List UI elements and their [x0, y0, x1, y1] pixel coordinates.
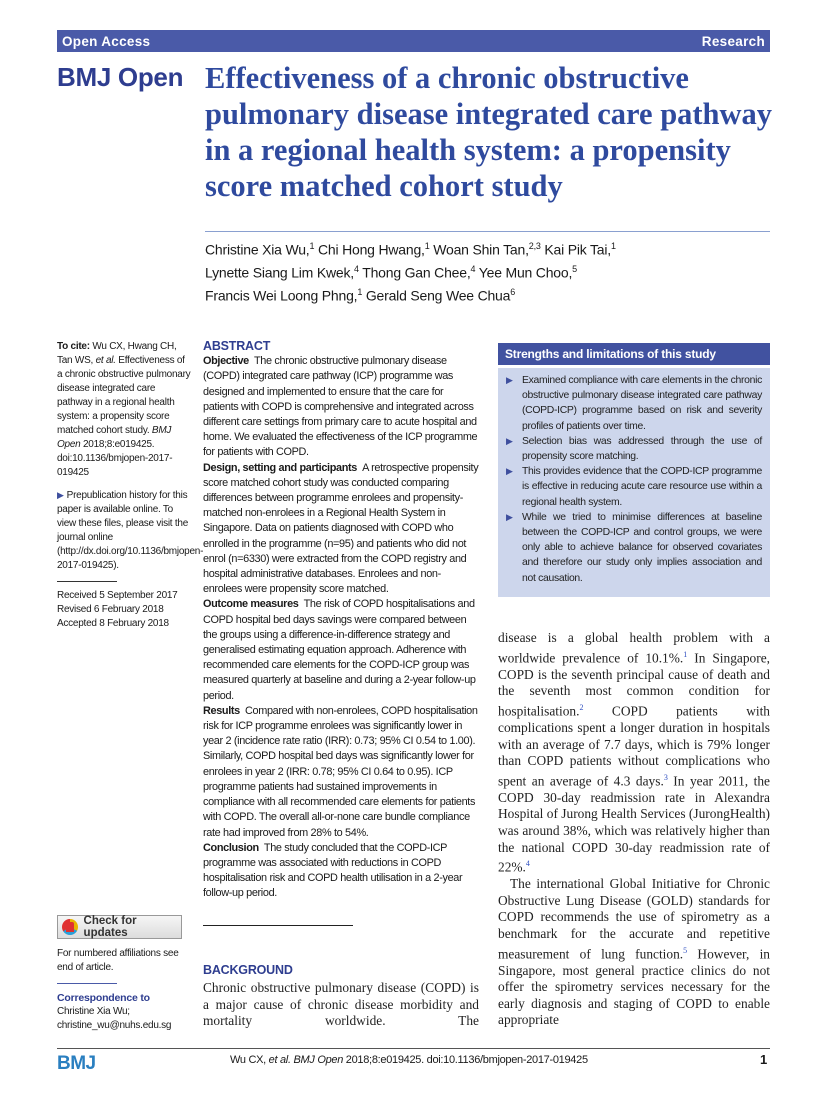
reference-link[interactable]: 4	[525, 859, 530, 869]
triangle-bullet-icon: ▶	[506, 511, 513, 522]
correspondence-label: Correspondence to	[57, 992, 150, 1004]
author-name: Kai Pik Tai,	[540, 241, 611, 258]
affiliation-marker: 6	[510, 287, 516, 298]
prepub-note	[57, 488, 204, 573]
cite-text: Effectiveness of a chronic obstructive pulmonary disease integrated care pathway in a regional health system: a propensity score matched cohort study.	[57, 355, 191, 436]
strengths-box	[498, 343, 770, 597]
check-for-updates-label: Check for updates	[83, 915, 137, 939]
correspondence-email[interactable]: christine_wu@nuhs.edu.sg	[57, 1020, 172, 1031]
footer-citation	[230, 1054, 588, 1066]
triangle-bullet-icon: ▶	[57, 490, 64, 500]
cite-etal: et al.	[95, 355, 116, 366]
body-text: COPD patients with complications spent a longer duration in hospitals with an average of 7.7 days, which is 79% longer than COPD patients without complications who spent an average of 4.3 days.	[498, 703, 770, 789]
abstract-section-label: Objective	[203, 355, 249, 368]
author-name: Woan Shin Tan,	[429, 241, 529, 258]
title-divider	[205, 231, 770, 232]
affiliation-marker: 1	[309, 241, 315, 251]
strengths-heading: Strengths and limitations of this study	[498, 343, 770, 368]
abstract-section-text: The chronic obstructive pulmonary disease (COPD) integrated care pathway (ICP) programme was designed and implemented to ensure that the care for patients with COPD is comprehensive and integrated across different care settings from primary care to acute hospital and home. We evaluated the effectiveness of the ICP programme for patients with COPD.	[203, 355, 478, 459]
open-access-label: Open Access	[62, 33, 151, 49]
author-name: Gerald Seng Wee Chua	[362, 287, 511, 304]
strength-text: Selection bias was addressed through the use of propensity score matching.	[522, 435, 762, 463]
author-name: Lynette Siang Lim Kwek,	[205, 264, 354, 281]
body-paragraph	[498, 630, 770, 876]
body-paragraph	[498, 876, 770, 1029]
abstract-section-label: Design, setting and participants	[203, 461, 357, 474]
abstract-section	[203, 597, 479, 703]
revised-date: Revised 6 February 2018	[57, 604, 164, 615]
affiliations-note: For numbered affiliations see end of article.	[57, 948, 179, 973]
affiliation-marker: 1	[357, 287, 363, 298]
affiliation-marker: 2,3	[528, 241, 541, 251]
author-name: Francis Wei Loong Phng,	[205, 287, 358, 304]
background-text: Chronic obstructive pulmonary disease (COPD) is a major cause of chronic disease morbidity and mortality worldwide. The	[203, 980, 479, 1029]
abstract	[203, 339, 479, 902]
header-bar	[57, 30, 770, 52]
abstract-section-label: Results	[203, 704, 240, 717]
journal-logo: BMJ Open	[57, 62, 184, 92]
accepted-date: Accepted 8 February 2018	[57, 618, 169, 629]
cite-doi: 2018;8:e019425. doi:10.1136/bmjopen-2017-019425	[57, 439, 173, 478]
affiliation-marker: 5	[572, 264, 577, 275]
body-text: In Singapore, COPD is the seventh principal cause of death and the seventh most common condition for hospitalisation.	[498, 650, 771, 719]
abstract-sections	[203, 354, 479, 901]
author-name: Thong Gan Chee,	[358, 264, 471, 281]
abstract-section	[203, 461, 479, 598]
article-title: Effectiveness of a chronic obstructive pulmonary disease integrated care pathway in a regional health system: a propensity score matched cohort study	[205, 61, 773, 203]
affiliation-marker: 4	[470, 264, 476, 275]
body-text: However, in Singapore, most general practice clinics do not offer the spirometry services necessary for the early diagnosis and staging of COPD to enable appropriate	[498, 946, 770, 1028]
abstract-section-text: The risk of COPD hospitalisations and COPD hospital bed days savings were compared between the groups using a difference-in-difference strategy and generalised estimating equation approach. Adherence with recommended care elements for the COPD-ICP group was measured quarterly at baseline and during a 2-year follow-up period.	[203, 598, 476, 702]
author-name: Yee Mun Choo,	[475, 264, 573, 281]
divider	[57, 983, 117, 984]
reference-link[interactable]: 2	[579, 702, 584, 712]
strength-item	[506, 510, 762, 586]
author-list	[205, 237, 775, 306]
correspondence-name: Christine Xia Wu;	[57, 1006, 130, 1017]
crossmark-icon	[62, 919, 78, 935]
abstract-section-label: Conclusion	[203, 841, 259, 854]
strength-text: While we tried to minimise differences at baseline between the COPD-ICP and control groups, we were only able to achieve balance for observed covariates and therefore our study only implies association and not causation.	[522, 511, 762, 584]
affiliation-marker: 1	[610, 241, 616, 251]
cite-label: To cite:	[57, 341, 90, 352]
footer-divider	[57, 1048, 770, 1049]
body-text: disease is a global health problem with a worldwide prevalence of 10.1%.	[498, 630, 770, 666]
abstract-section-text: Compared with non-enrolees, COPD hospitalisation risk for ICP programme enrolees was significantly lower in year 2 (incidence rate ratio (IRR): 0.73; 95% CI 0.54 to 1.00). Similarly, COPD hospital bed days was significantly lower for enrolees in year 2 (IRR: 0.78; 95% CI 0.64 to 0.95). ICP programme patients had sustained improvements in compliance with all recommended care elements for patients with COPD. The overall all-or-none care bundle compliance rate had improved from 28% to 54%.	[203, 704, 478, 839]
footer-cite: Wu CX,	[230, 1054, 269, 1066]
bmj-logo: BMJ	[57, 1053, 96, 1074]
check-for-updates-button[interactable]	[57, 915, 182, 939]
body-text: In year 2011, the COPD 30-day readmission rate in Alexandra Hospital of Jurong Health Services (JurongHealth) was around 38%, which was relatively higher than the national COPD 30-day readmission rate of 22%.	[498, 773, 770, 875]
strength-item	[506, 434, 762, 464]
reference-link[interactable]: 3	[663, 772, 668, 782]
strength-text: This provides evidence that the COPD-ICP programme is effective in reducing acute care resource use within a regional health system.	[522, 466, 762, 508]
background-heading: BACKGROUND	[203, 963, 293, 977]
cite-journal: BMJ Open	[57, 425, 172, 450]
body-column-right	[498, 630, 770, 1029]
divider	[57, 581, 117, 582]
strengths-list	[498, 368, 770, 586]
footer-doi: 2018;8:e019425. doi:10.1136/bmjopen-2017-019425	[343, 1054, 588, 1066]
prepub-text[interactable]: Prepublication history for this paper is available online. To view these files, please visit the journal online (http://dx.doi.org/10.1136/bmjopen-2017-019425).	[57, 490, 204, 571]
strength-item	[506, 373, 762, 434]
reference-link[interactable]: 1	[683, 649, 688, 659]
abstract-section-text: The study concluded that the COPD-ICP programme was associated with reductions in COPD hospitalisation risk and COPD health utilisation in a 2-year follow-up period.	[203, 841, 463, 900]
abstract-heading: ABSTRACT	[203, 339, 271, 353]
footer-cite-journal: et al. BMJ Open	[268, 1054, 344, 1066]
triangle-bullet-icon: ▶	[506, 466, 513, 477]
strength-text: Examined compliance with care elements in the chronic obstructive pulmonary disease integrated care pathway (COPD-ICP) programme based on risk and severity profiles of patients over time.	[522, 375, 762, 432]
strength-item	[506, 464, 762, 510]
reference-link[interactable]: 5	[683, 945, 688, 955]
abstract-section-text: A retrospective propensity score matched cohort study was conducted comparing differences between programme enrolees and propensity-matched non-enrolees in a Regional Health System in Singapore. Data on patients diagnosed with COPD who enrolled in the programme (n=95) and patients who did not enrol (n=6330) were extracted from the COPD registry and hospital administrative databases. Enrolees and non-enrolees were propensity score matched.	[203, 461, 479, 596]
body-text: The international Global Initiative for Chronic Obstructive Lung Disease (GOLD) standards for COPD recommends the use of spirometry as a benchmark for the accurate and repetitive measurement of lung function.	[498, 876, 770, 962]
affiliation-marker: 4	[353, 264, 359, 275]
abstract-section	[203, 841, 479, 902]
article-type-label: Research	[701, 33, 765, 49]
author-name: Christine Xia Wu,	[205, 241, 310, 258]
affiliation-marker: 1	[424, 241, 430, 251]
cite-text: Wu CX, Hwang CH, Tan WS,	[57, 341, 177, 366]
triangle-bullet-icon: ▶	[506, 435, 513, 446]
page-number: 1	[760, 1052, 768, 1067]
abstract-divider	[203, 925, 353, 926]
abstract-section-label: Outcome measures	[203, 598, 299, 611]
affiliation-block	[57, 947, 192, 1033]
triangle-bullet-icon: ▶	[506, 375, 513, 385]
abstract-section	[203, 354, 479, 460]
received-date: Received 5 September 2017	[57, 590, 178, 601]
abstract-section	[203, 704, 479, 841]
author-name: Chi Hong Hwang,	[314, 241, 425, 258]
citation-block	[57, 340, 204, 631]
